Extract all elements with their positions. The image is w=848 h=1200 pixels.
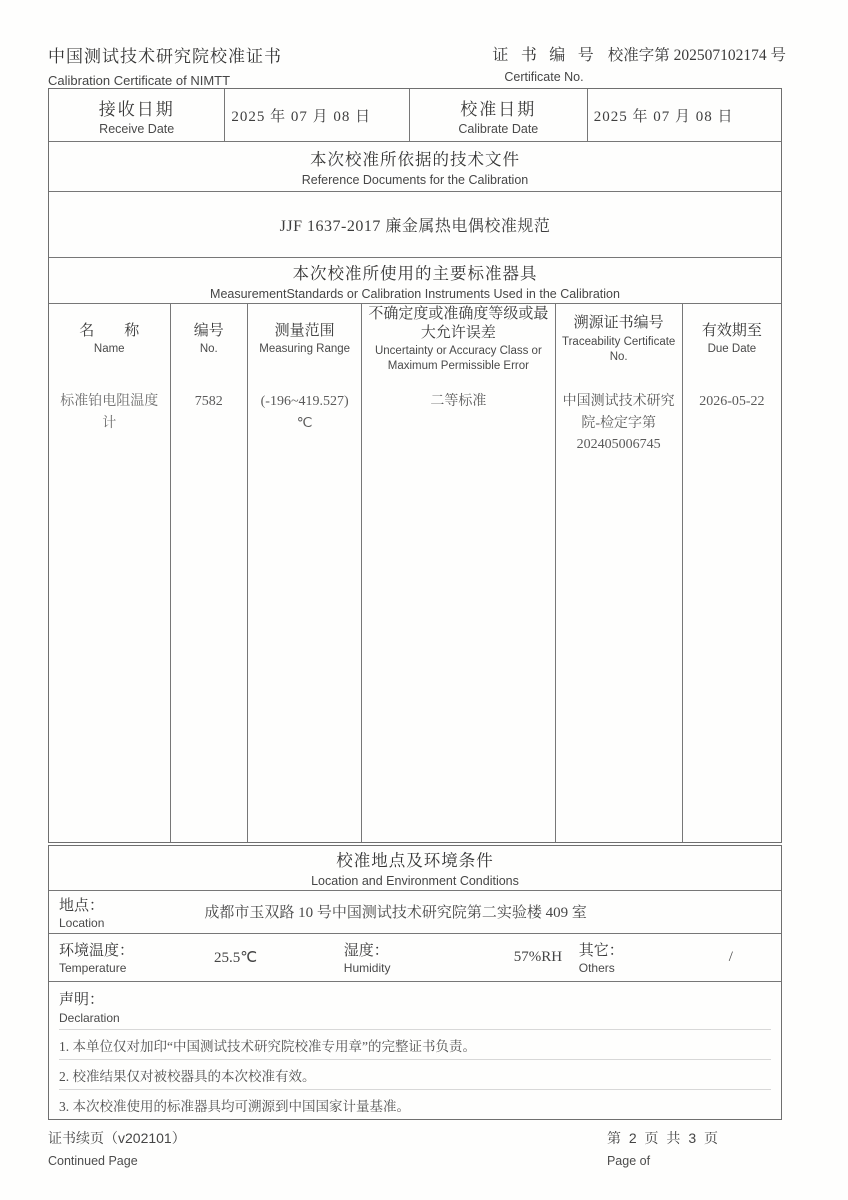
certificate-number-block bbox=[492, 42, 786, 84]
temperature-label-en: Temperature bbox=[59, 961, 127, 976]
calibrate-date-value: 2025 年 07 月 08 日 bbox=[593, 108, 734, 125]
footer-page-number-zh: 第 2 页 共 3 页 bbox=[606, 1130, 720, 1146]
reference-docs-heading-zh: 本次校准所依据的技术文件 bbox=[310, 151, 520, 169]
institute-title-zh: 中国测试技术研究院校准证书 bbox=[48, 47, 282, 66]
location-env-heading-en: Location and Environment Conditions bbox=[311, 874, 519, 889]
document-footer bbox=[48, 1128, 720, 1168]
document-header bbox=[48, 42, 786, 88]
receive-date-value-cell bbox=[225, 89, 409, 141]
humidity-field bbox=[344, 939, 579, 975]
date-row bbox=[49, 89, 781, 141]
location-label-zh: 地点： bbox=[59, 896, 105, 914]
location-environment-box bbox=[48, 845, 782, 1120]
location-label-en: Location bbox=[59, 915, 105, 930]
standard-name-cell: 标准铂电阻温度计 bbox=[49, 375, 171, 842]
others-label-zh: 其它： bbox=[578, 942, 624, 960]
col-header-traceability-en: Traceability Certificate No. bbox=[562, 335, 676, 363]
standards-heading-en: MeasurementStandards or Calibration Instruments Used in the Calibration bbox=[210, 287, 620, 301]
standard-no-cell: 7582 bbox=[171, 375, 249, 842]
calibrate-date-label-en: Calibrate Date bbox=[458, 121, 539, 136]
col-header-name-en: Name bbox=[93, 343, 125, 356]
others-value: / bbox=[728, 948, 733, 965]
col-header-uncertainty bbox=[362, 304, 555, 375]
reference-docs-content bbox=[49, 191, 781, 257]
calibrate-date-label-cell bbox=[410, 89, 588, 141]
location-env-heading bbox=[49, 846, 781, 891]
footer-page-number-en: Page of bbox=[606, 1154, 651, 1168]
temperature-label-zh: 环境温度： bbox=[59, 942, 135, 960]
declaration-heading-zh: 声明： bbox=[59, 991, 105, 1008]
location-value: 成都市玉双路 10 号中国测试技术研究院第二实验楼 409 室 bbox=[204, 905, 587, 922]
receive-date-label-cell bbox=[49, 89, 225, 141]
temperature-value: 25.5℃ bbox=[214, 949, 258, 966]
receive-date-label-en: Receive Date bbox=[99, 121, 175, 136]
standard-due-date-cell: 2026-05-22 bbox=[699, 394, 765, 409]
footer-continued-page bbox=[48, 1128, 186, 1168]
col-header-range-zh: 测量范围 bbox=[274, 321, 335, 339]
location-row bbox=[49, 891, 781, 934]
col-header-due-date bbox=[683, 304, 781, 375]
standards-table-row bbox=[49, 375, 781, 842]
others-label-en: Others bbox=[578, 961, 615, 976]
certificate-number-label-zh: 证 书 编 号 bbox=[492, 47, 598, 64]
col-header-uncertainty-en: Uncertainty or Accuracy Class or Maximum Permissible Error bbox=[374, 345, 542, 373]
main-table bbox=[48, 88, 782, 843]
declaration-item-2: 2. 校准结果仅对被校器具的本次校准有效。 bbox=[59, 1059, 771, 1089]
environment-row bbox=[49, 934, 781, 982]
reference-docs-heading bbox=[49, 141, 781, 191]
col-header-due-date-zh: 有效期至 bbox=[701, 321, 762, 339]
location-label bbox=[59, 894, 104, 930]
humidity-value: 57%RH bbox=[513, 948, 563, 965]
receive-date-label-zh: 接收日期 bbox=[98, 99, 175, 119]
col-header-range bbox=[248, 304, 362, 375]
standard-traceability-cell: 中国测试技术研究院-检定字第 202405006745 bbox=[556, 375, 683, 842]
declaration-heading-en: Declaration bbox=[59, 1011, 120, 1025]
institute-title-en: Calibration Certificate of NIMTT bbox=[48, 73, 231, 88]
declaration-item-3: 3. 本次校准使用的标准器具均可溯源到中国国家计量基准。 bbox=[59, 1089, 771, 1119]
col-header-name-zh: 名 称 bbox=[79, 321, 140, 339]
reference-document: JJF 1637-2017 廉金属热电偶校准规范 bbox=[279, 218, 551, 235]
footer-continued-en: Continued Page bbox=[48, 1154, 138, 1168]
col-header-name bbox=[49, 304, 171, 375]
certificate-number-value: 校准字第 202507102174 号 bbox=[607, 47, 786, 64]
col-header-uncertainty-zh: 不确定度或准确度等级或最大允许误差 bbox=[368, 304, 549, 341]
receive-date-value: 2025 年 07 月 08 日 bbox=[231, 108, 372, 125]
standard-range-cell: (-196~419.527) ℃ bbox=[248, 375, 362, 842]
standards-heading-zh: 本次校准所使用的主要标准器具 bbox=[292, 265, 538, 283]
others-label bbox=[579, 939, 689, 975]
calibrate-date-label-zh: 校准日期 bbox=[460, 99, 537, 119]
standard-uncertainty-cell: 二等标准 bbox=[362, 375, 555, 842]
calibrate-date-value-cell bbox=[588, 89, 781, 141]
standards-table-header bbox=[49, 303, 781, 375]
col-header-no-zh: 编号 bbox=[193, 321, 224, 339]
others-field bbox=[579, 939, 771, 975]
footer-page-number bbox=[607, 1128, 720, 1168]
certificate-number-label-en: Certificate No. bbox=[504, 70, 584, 84]
footer-continued-zh: 证书续页（v202101） bbox=[48, 1130, 186, 1146]
col-header-range-en: Measuring Range bbox=[259, 343, 351, 356]
col-header-traceability-zh: 溯源证书编号 bbox=[573, 314, 664, 332]
temperature-label bbox=[59, 939, 169, 975]
location-env-heading-zh: 校准地点及环境条件 bbox=[336, 852, 494, 871]
header-title-block bbox=[48, 42, 282, 88]
temperature-field bbox=[59, 939, 344, 975]
col-header-due-date-en: Due Date bbox=[707, 343, 757, 356]
humidity-label-en: Humidity bbox=[343, 961, 391, 976]
declaration-item-1: 1. 本单位仅对加印“中国测试技术研究院校准专用章”的完整证书负责。 bbox=[59, 1029, 771, 1059]
humidity-label bbox=[344, 939, 454, 975]
reference-docs-heading-en: Reference Documents for the Calibration bbox=[301, 173, 529, 187]
standards-heading bbox=[49, 257, 781, 303]
col-header-traceability bbox=[556, 304, 683, 375]
col-header-no bbox=[171, 304, 249, 375]
col-header-no-en: No. bbox=[199, 343, 218, 356]
humidity-label-zh: 湿度： bbox=[343, 942, 389, 960]
declaration-section bbox=[49, 982, 781, 1119]
